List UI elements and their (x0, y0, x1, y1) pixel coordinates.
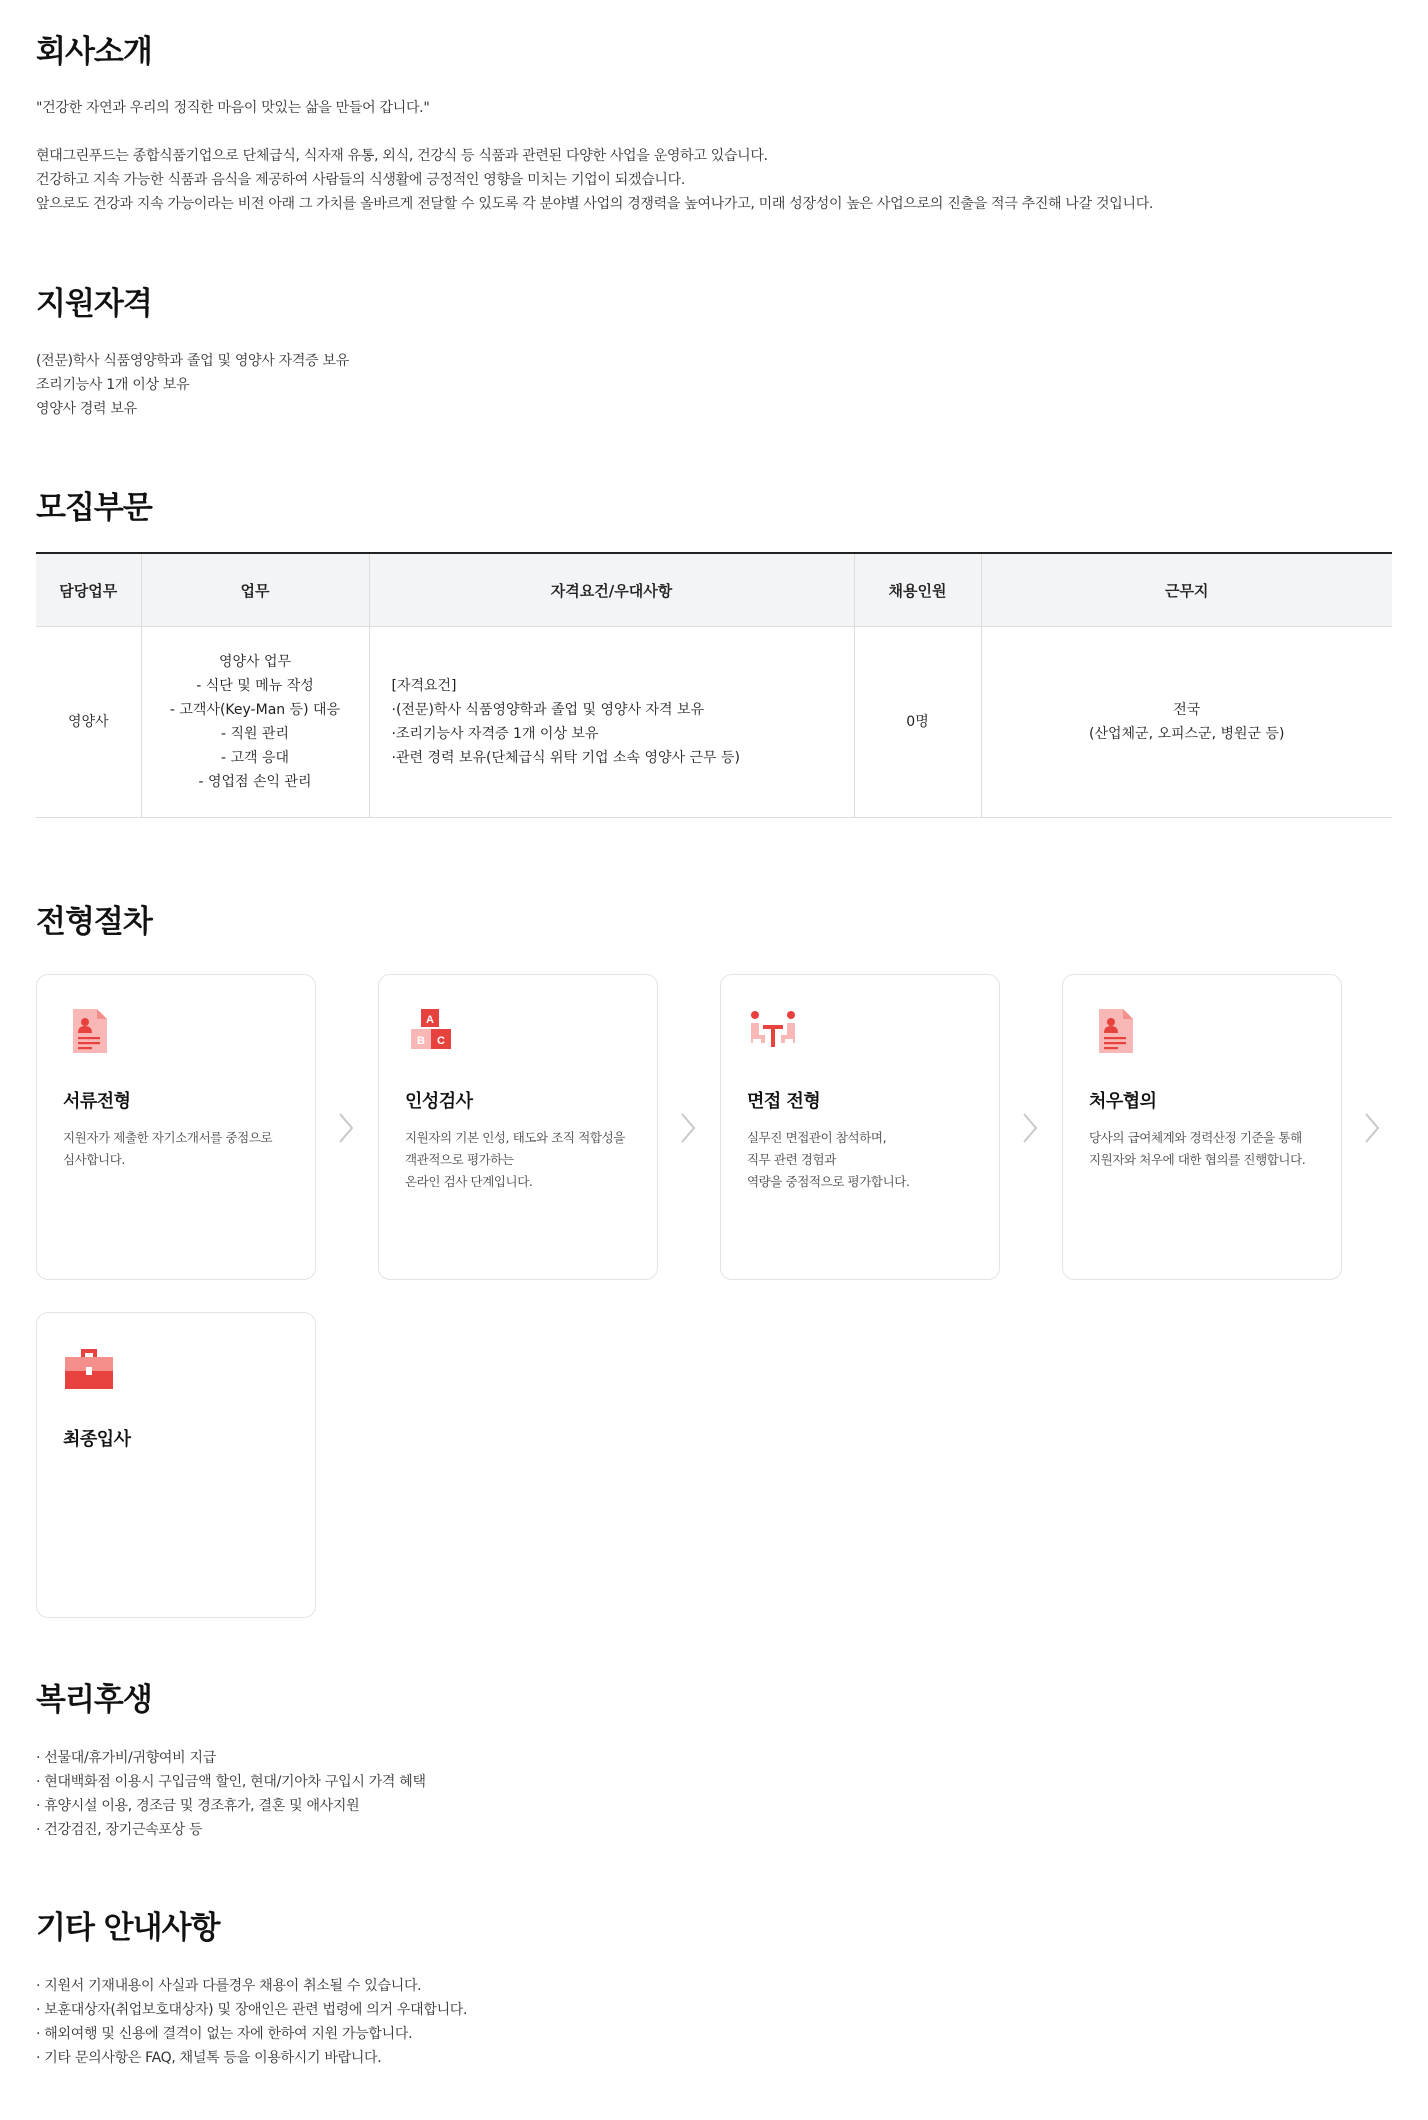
company-intro-line: 건강하고 지속 가능한 식품과 음식을 제공하여 사람들의 식생활에 긍정적인 영향을 미치는 기업이 되겠습니다. (36, 172, 686, 188)
etc-title: 기타 안내사항 (36, 1910, 220, 1946)
step-desc-line: 객관적으로 평가하는 (405, 1152, 514, 1167)
step-card-document (36, 974, 316, 1280)
step-title: 면접 전형 (747, 1091, 821, 1112)
step-desc-line: 당사의 급여체계와 경력산정 기준을 통해 (1089, 1130, 1302, 1145)
step-title: 최종입사 (63, 1429, 131, 1450)
company-intro-title: 회사소개 (36, 34, 152, 70)
step-card-negotiation (1062, 974, 1342, 1280)
etc-item: · 보훈대상자(취업보호대상자) 및 장애인은 관련 법령에 의거 우대합니다. (36, 2002, 468, 2018)
step-title: 서류전형 (63, 1091, 131, 1112)
briefcase-icon (63, 1343, 115, 1395)
step-desc-line: 지원자와 처우에 대한 협의를 진행합니다. (1089, 1152, 1306, 1167)
etc-list (36, 1974, 467, 2070)
location-line: (산업체군, 오피스군, 병원군 등) (1089, 726, 1285, 742)
step-title: 인성검사 (405, 1091, 473, 1112)
company-intro-line: 앞으로도 건강과 지속 가능이라는 비전 아래 그 가치를 올바르게 전달할 수 있도록 각 분야별 사업의 경쟁력을 높여나가고, 미래 성장성이 높은 사업으로의 진출을 적극 추진해 나갈 것입니다. (36, 196, 1154, 212)
svg-text:A: A (426, 1014, 434, 1026)
table-row (36, 627, 1392, 818)
header-role: 담당업무 (36, 553, 141, 627)
welfare-item: · 건강검진, 장기근속포상 등 (36, 1822, 203, 1838)
qualification-item: 영양사 경력 보유 (36, 401, 137, 417)
cell-role: 영양사 (36, 627, 141, 818)
duty-line: - 고객 응대 (220, 750, 290, 766)
qualification-item: (전문)학사 식품영양학과 졸업 및 영양사 자격증 보유 (36, 353, 349, 369)
qualification-title: 지원자격 (36, 286, 152, 322)
step-desc (405, 1127, 645, 1193)
step-desc (63, 1127, 303, 1171)
chevron-right-icon (336, 1110, 356, 1146)
step-desc-line: 역량을 중점적으로 평가합니다. (747, 1174, 910, 1189)
company-slogan: "건강한 자연과 우리의 정직한 마음이 맛있는 삶을 만들어 갑니다." (36, 100, 430, 116)
step-desc-line: 심사합니다. (63, 1152, 125, 1167)
document-person-icon (63, 1005, 115, 1057)
table-header-row (36, 553, 1392, 627)
header-requirements: 자격요건/우대사항 (369, 553, 854, 627)
step-desc-line: 직무 관련 경험과 (747, 1152, 836, 1167)
step-card-final (36, 1312, 316, 1618)
duty-line: - 식단 및 메뉴 작성 (196, 678, 314, 694)
header-headcount: 채용인원 (854, 553, 981, 627)
cell-requirements (369, 627, 854, 818)
welfare-item: · 현대백화점 이용시 구입금액 할인, 현대/기아차 구입시 가격 혜택 (36, 1774, 426, 1790)
document-person-icon (1089, 1005, 1141, 1057)
etc-item: · 해외여행 및 신용에 결격이 없는 자에 한하여 지원 가능합니다. (36, 2026, 413, 2042)
chevron-right-icon (678, 1110, 698, 1146)
requirement-line: [자격요건] (391, 678, 457, 694)
duty-line: - 고객사(Key-Man 등) 대응 (169, 702, 341, 718)
qualification-item: 조리기능사 1개 이상 보유 (36, 377, 190, 393)
location-line: 전국 (1173, 702, 1201, 718)
recruit-table (36, 552, 1392, 818)
header-duties: 업무 (141, 553, 369, 627)
step-desc-line: 지원자의 기본 인성, 태도와 조직 적합성을 (405, 1130, 625, 1145)
company-intro-line: 현대그린푸드는 종합식품기업으로 단체급식, 식자재 유통, 외식, 건강식 등 식품과 관련된 다양한 사업을 운영하고 있습니다. (36, 148, 768, 164)
step-card-personality (378, 974, 658, 1280)
step-desc-line: 실무진 면접관이 참석하며, (747, 1130, 887, 1145)
etc-item: · 지원서 기재내용이 사실과 다를경우 채용이 취소될 수 있습니다. (36, 1978, 422, 1994)
step-desc (1089, 1127, 1329, 1171)
duty-line: 영양사 업무 (218, 654, 292, 670)
cell-location (981, 627, 1392, 818)
step-card-interview (720, 974, 1000, 1280)
svg-text:B: B (417, 1035, 425, 1047)
step-desc-line: 지원자가 제출한 자기소개서를 중점으로 (63, 1130, 273, 1145)
welfare-item: · 휴양시설 이용, 경조금 및 경조휴가, 결혼 및 애사지원 (36, 1798, 360, 1814)
recruit-title: 모집부문 (36, 490, 152, 526)
welfare-list (36, 1746, 426, 1842)
requirement-line: ·(전문)학사 식품영양학과 졸업 및 영양사 자격 보유 (391, 702, 705, 718)
chevron-right-icon (1020, 1110, 1040, 1146)
cell-duties (141, 627, 369, 818)
chevron-right-icon (1362, 1110, 1382, 1146)
duty-line: - 직원 관리 (220, 726, 290, 742)
welfare-item: · 선물대/휴가비/귀향여비 지급 (36, 1750, 216, 1766)
svg-text:C: C (437, 1035, 445, 1047)
step-title: 처우협의 (1089, 1091, 1157, 1112)
welfare-title: 복리후생 (36, 1682, 152, 1718)
abc-blocks-icon (405, 1005, 457, 1057)
etc-item: · 기타 문의사항은 FAQ, 채널톡 등을 이용하시기 바랍니다. (36, 2050, 382, 2066)
step-desc-line: 온라인 검사 단계입니다. (405, 1174, 533, 1189)
step-desc (747, 1127, 987, 1193)
duty-line: - 영업점 손익 관리 (198, 774, 312, 790)
header-location: 근무지 (981, 553, 1392, 627)
company-intro-body (36, 144, 1153, 216)
interview-table-icon (747, 1005, 799, 1057)
qualification-list (36, 349, 349, 421)
requirement-line: ·조리기능사 자격증 1개 이상 보유 (391, 726, 599, 742)
requirement-line: ·관련 경력 보유(단체급식 위탁 기업 소속 영양사 근무 등) (391, 750, 741, 766)
process-title: 전형절차 (36, 904, 152, 940)
cell-headcount: 0명 (854, 627, 981, 818)
